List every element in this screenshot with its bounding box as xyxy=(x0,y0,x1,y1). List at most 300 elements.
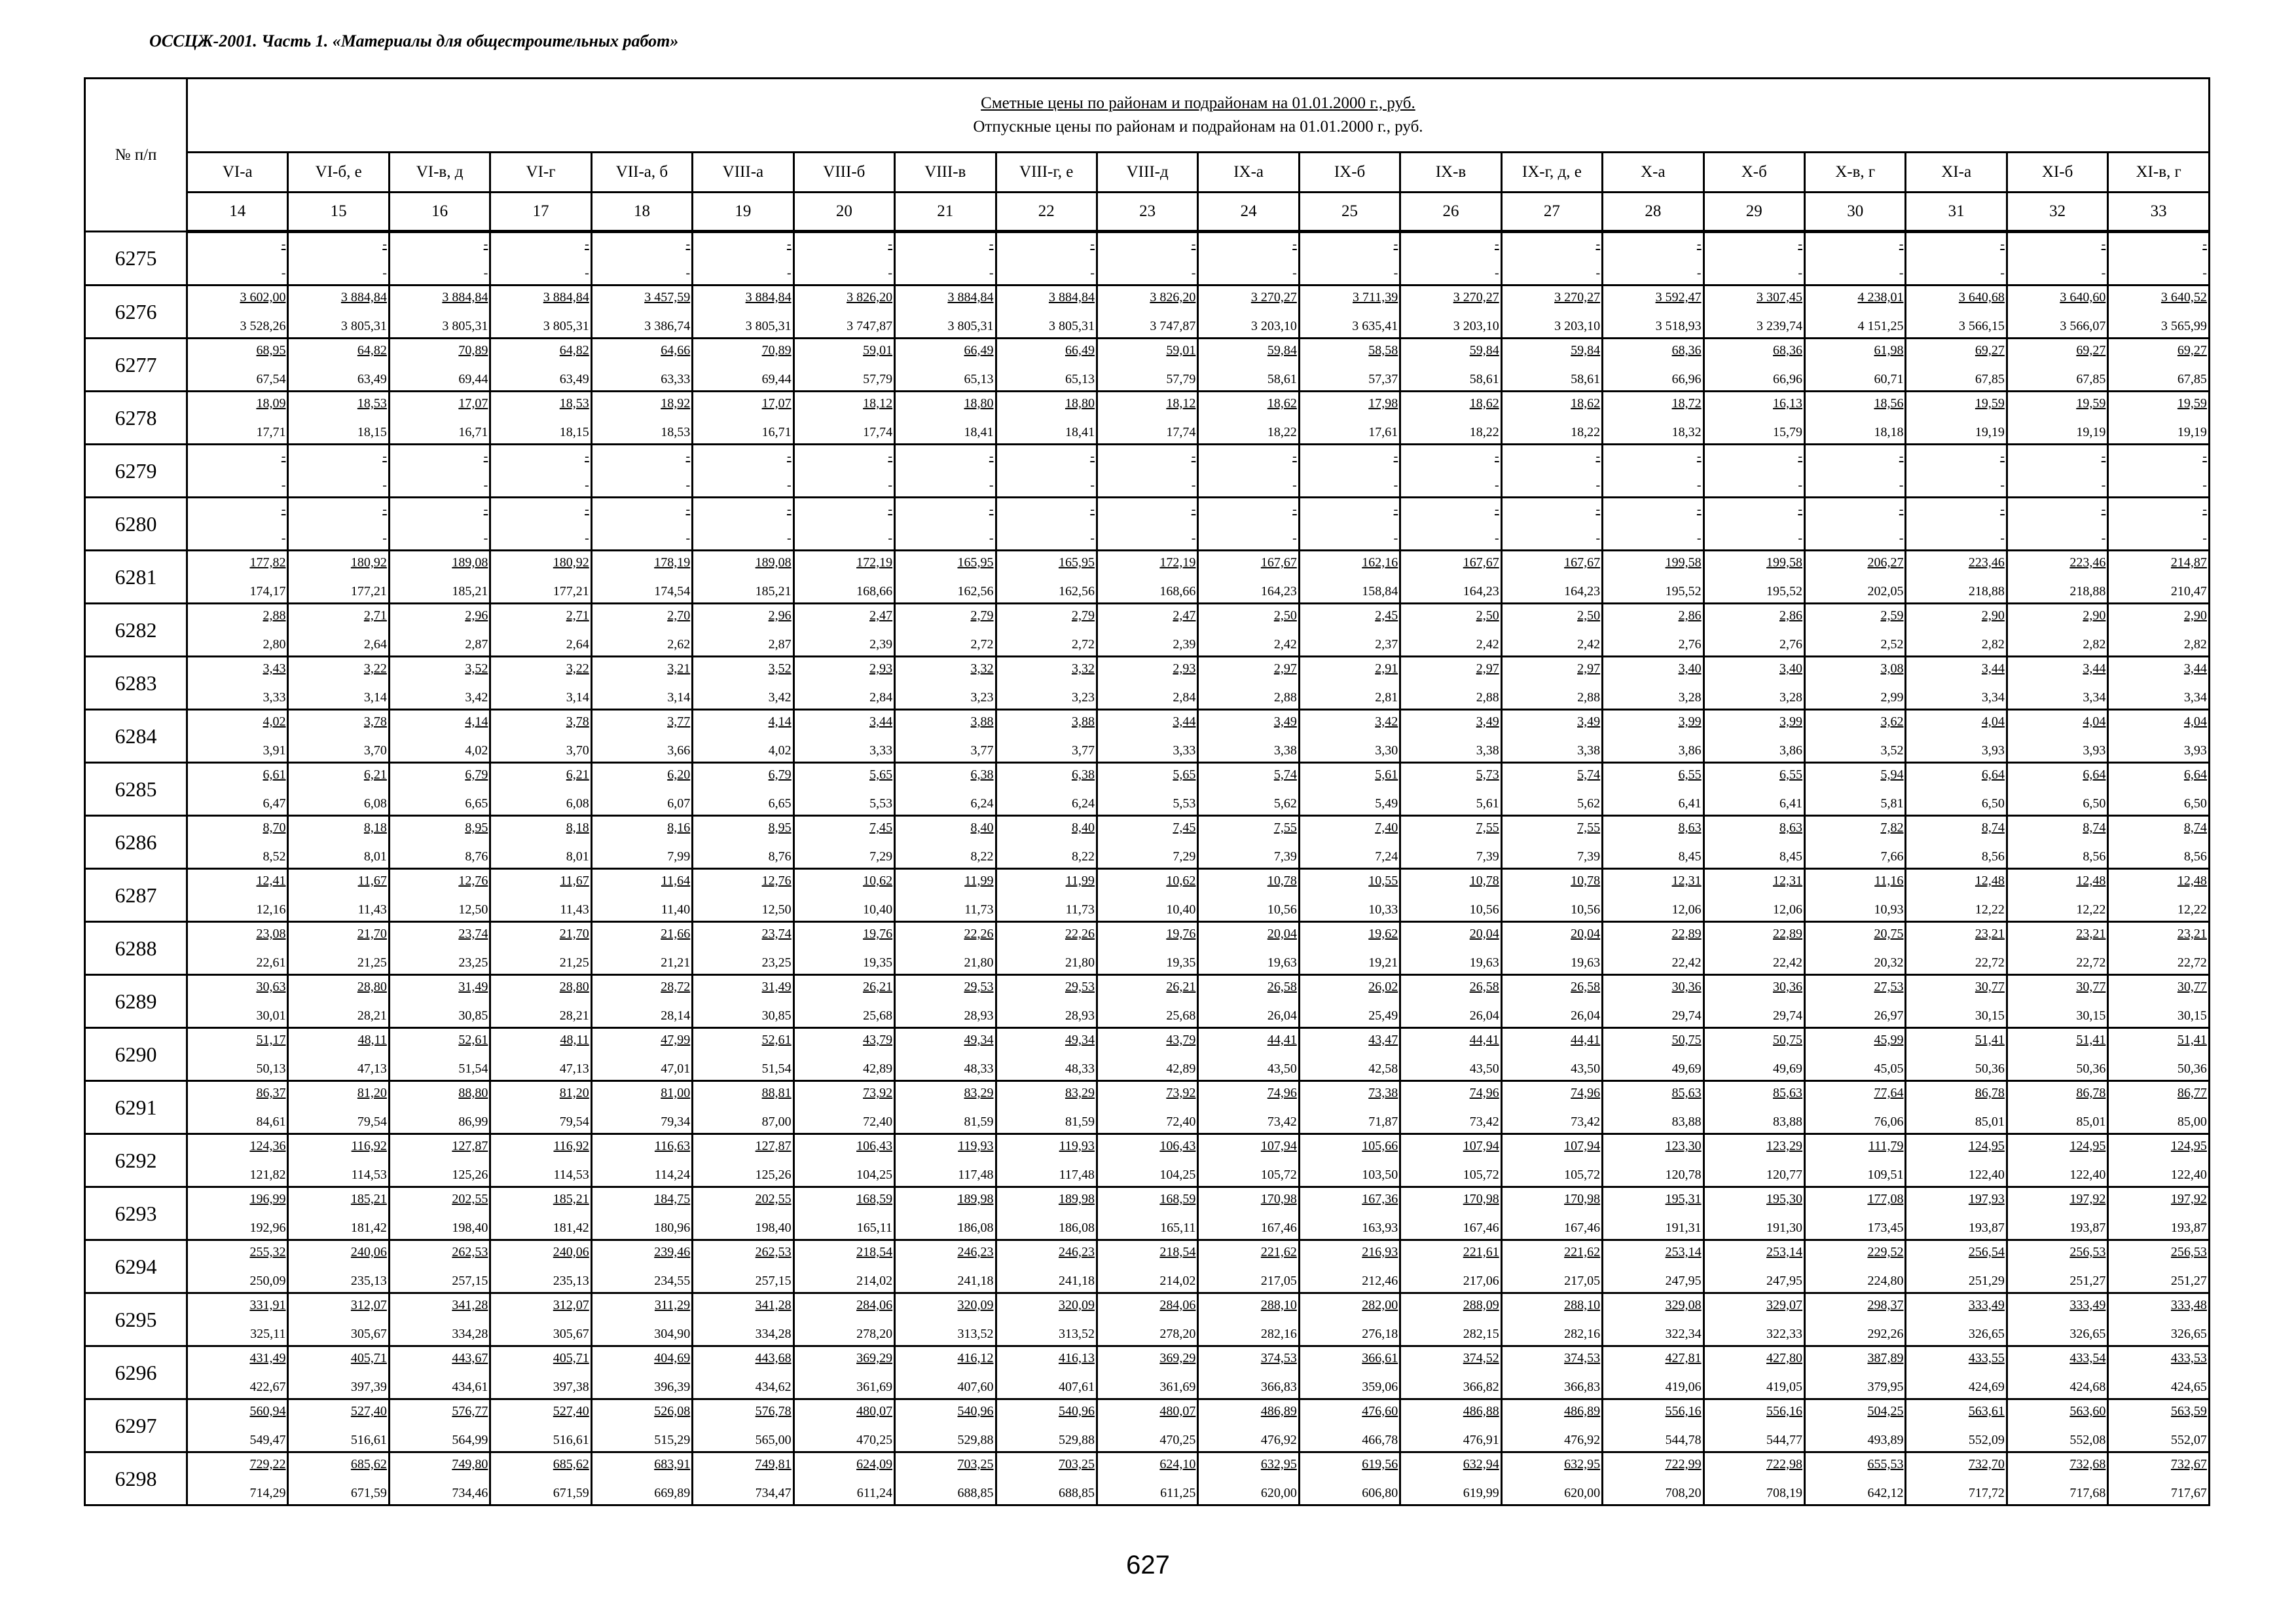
wholesale-price: 50,13 xyxy=(256,1061,286,1076)
estimated-price: 246,23 xyxy=(957,1245,994,1259)
price-cell xyxy=(793,975,894,1028)
table-row xyxy=(85,657,2210,710)
wholesale-price: 3,93 xyxy=(1981,743,2005,758)
price-cell xyxy=(793,1399,894,1452)
price-cell xyxy=(895,869,996,922)
price-cell xyxy=(591,1240,692,1293)
table-row xyxy=(85,1346,2210,1399)
wholesale-price: 305,67 xyxy=(553,1327,589,1341)
estimated-price: 22,89 xyxy=(1773,927,1802,941)
estimated-price: 85,63 xyxy=(1671,1086,1702,1100)
price-cell xyxy=(1704,604,1804,657)
price-cell xyxy=(996,710,1097,763)
price-cell xyxy=(187,339,288,392)
price-cell xyxy=(2007,286,2107,339)
estimated-price: 2,50 xyxy=(1577,608,1601,623)
wholesale-price: 3,23 xyxy=(1071,690,1095,705)
wholesale-price: 3,70 xyxy=(566,743,589,758)
estimated-price: 480,07 xyxy=(856,1404,893,1418)
price-cell xyxy=(1704,286,1804,339)
price-cell xyxy=(591,1399,692,1452)
estimated-price: 195,31 xyxy=(1665,1192,1702,1206)
price-cell xyxy=(1501,551,1602,604)
price-cell xyxy=(1906,498,2007,551)
price-cell xyxy=(1400,232,1501,286)
price-cell xyxy=(895,657,996,710)
price-cell xyxy=(895,286,996,339)
wholesale-price: 10,40 xyxy=(863,902,893,917)
estimated-price: 7,40 xyxy=(1375,821,1398,835)
estimated-price: 195,30 xyxy=(1766,1192,1802,1206)
price-cell xyxy=(288,1028,389,1081)
price-cell xyxy=(1603,445,1704,498)
estimated-price: 8,63 xyxy=(1678,821,1702,835)
wholesale-price: 19,63 xyxy=(1571,955,1601,970)
wholesale-price: - xyxy=(888,478,893,492)
wholesale-price: 2,80 xyxy=(263,637,286,652)
wholesale-price: 3 239,74 xyxy=(1757,319,1802,333)
estimated-price: 5,61 xyxy=(1375,767,1398,782)
wholesale-price: 493,89 xyxy=(1867,1433,1904,1447)
price-cell xyxy=(693,816,793,869)
price-cell xyxy=(1400,445,1501,498)
price-cell xyxy=(895,1399,996,1452)
price-cell xyxy=(1198,339,1299,392)
price-cell xyxy=(1906,763,2007,816)
estimated-price: - xyxy=(2101,237,2106,251)
estimated-price: - xyxy=(2202,449,2207,464)
wholesale-price: 3 203,10 xyxy=(1554,319,1601,333)
wholesale-price: - xyxy=(888,531,893,545)
column-number: 29 xyxy=(1704,193,1804,232)
wholesale-price: 30,85 xyxy=(458,1008,488,1023)
price-cell xyxy=(187,498,288,551)
estimated-price: 66,49 xyxy=(1065,343,1095,358)
wholesale-price: 42,58 xyxy=(1368,1061,1398,1076)
wholesale-price: 552,09 xyxy=(1968,1433,2005,1447)
estimated-price: - xyxy=(1495,449,1499,464)
estimated-price: 23,21 xyxy=(1975,927,2005,941)
price-cell xyxy=(1097,869,1197,922)
district-header: X-a xyxy=(1603,153,1704,193)
wholesale-price: 10,93 xyxy=(1874,902,1904,917)
price-cell xyxy=(793,1293,894,1346)
estimated-price: 68,36 xyxy=(1671,343,1702,358)
estimated-price: 8,18 xyxy=(363,821,387,835)
estimated-price: 624,09 xyxy=(856,1457,893,1471)
wholesale-price: 5,62 xyxy=(1273,796,1297,811)
estimated-price: 86,78 xyxy=(1975,1086,2005,1100)
estimated-price: 685,62 xyxy=(553,1457,589,1471)
price-cell xyxy=(187,657,288,710)
estimated-price: - xyxy=(685,449,691,464)
wholesale-price: 10,33 xyxy=(1368,902,1398,917)
estimated-price: 167,36 xyxy=(1362,1192,1398,1206)
estimated-price: 3,40 xyxy=(1779,661,1802,676)
wholesale-price: 42,89 xyxy=(863,1061,893,1076)
price-cell xyxy=(1501,657,1602,710)
wholesale-price: 642,12 xyxy=(1867,1486,1904,1500)
row-number: 6286 xyxy=(85,816,187,869)
price-cell xyxy=(693,922,793,975)
wholesale-price: 186,08 xyxy=(1058,1221,1095,1235)
wholesale-price: 2,87 xyxy=(768,637,792,652)
price-cell xyxy=(1704,869,1804,922)
wholesale-price: 276,18 xyxy=(1362,1327,1398,1341)
wholesale-price: 671,59 xyxy=(553,1486,589,1500)
estimated-price: 12,76 xyxy=(458,874,488,888)
estimated-price: 18,80 xyxy=(964,396,994,411)
table-row xyxy=(85,1293,2210,1346)
wholesale-price: 564,99 xyxy=(452,1433,488,1447)
wholesale-price: 407,61 xyxy=(1058,1380,1095,1394)
wholesale-price: 10,56 xyxy=(1469,902,1499,917)
wholesale-price: 2,88 xyxy=(1273,690,1297,705)
price-cell xyxy=(389,710,490,763)
wholesale-price: - xyxy=(1696,266,1702,280)
wholesale-price: 168,66 xyxy=(856,584,893,599)
price-cell xyxy=(187,1028,288,1081)
price-cell xyxy=(2007,1399,2107,1452)
estimated-price: 44,41 xyxy=(1267,1033,1297,1047)
price-cell xyxy=(996,232,1097,286)
price-cell xyxy=(288,1293,389,1346)
estimated-price: 77,64 xyxy=(1874,1086,1904,1100)
estimated-price: 30,77 xyxy=(1975,980,2005,994)
price-cell xyxy=(187,445,288,498)
estimated-price: 480,07 xyxy=(1159,1404,1196,1418)
wholesale-price: 326,65 xyxy=(2170,1327,2207,1341)
price-cell xyxy=(693,339,793,392)
estimated-price: 17,07 xyxy=(458,396,488,411)
estimated-price: 632,94 xyxy=(1463,1457,1499,1471)
wholesale-price: 3,38 xyxy=(1476,743,1499,758)
wholesale-price: 18,15 xyxy=(357,425,387,439)
wholesale-price: 6,24 xyxy=(970,796,994,811)
wholesale-price: - xyxy=(1191,531,1196,545)
estimated-price: 8,95 xyxy=(465,821,488,835)
price-cell xyxy=(1400,1240,1501,1293)
price-cell xyxy=(187,1134,288,1187)
estimated-price: 2,59 xyxy=(1880,608,1904,623)
price-cell xyxy=(288,975,389,1028)
wholesale-price: 18,41 xyxy=(964,425,994,439)
estimated-price: 189,98 xyxy=(1058,1192,1095,1206)
estimated-price: 221,61 xyxy=(1463,1245,1499,1259)
wholesale-price: - xyxy=(2101,531,2106,545)
estimated-price: 5,73 xyxy=(1476,767,1499,782)
estimated-price: 3,52 xyxy=(768,661,792,676)
price-cell xyxy=(1198,763,1299,816)
price-cell xyxy=(1704,763,1804,816)
wholesale-price: 63,49 xyxy=(357,372,387,386)
estimated-price: 167,67 xyxy=(1260,555,1297,570)
estimated-price: - xyxy=(1090,237,1095,251)
wholesale-price: - xyxy=(483,531,488,545)
estimated-price: 476,60 xyxy=(1362,1404,1398,1418)
estimated-price: 22,89 xyxy=(1671,927,1702,941)
estimated-price: 3,40 xyxy=(1678,661,1702,676)
estimated-price: 23,21 xyxy=(2076,927,2106,941)
column-number: 25 xyxy=(1299,193,1400,232)
wholesale-price: - xyxy=(585,478,589,492)
price-cell xyxy=(996,1081,1097,1134)
estimated-price: 282,00 xyxy=(1362,1298,1398,1312)
wholesale-price: 195,52 xyxy=(1665,584,1702,599)
wholesale-price: 180,96 xyxy=(654,1221,691,1235)
wholesale-price: 3 805,31 xyxy=(340,319,387,333)
wholesale-price: 3 805,31 xyxy=(1048,319,1095,333)
wholesale-price: 544,78 xyxy=(1665,1433,1702,1447)
estimated-price: - xyxy=(2000,449,2005,464)
price-cell xyxy=(1704,1346,1804,1399)
wholesale-price: 26,04 xyxy=(1267,1008,1297,1023)
price-cell xyxy=(389,392,490,445)
price-cell xyxy=(2007,1346,2107,1399)
title-line-estimated: Сметные цены по районам и подрайонам на 01.01.2000 г., руб. xyxy=(981,94,1415,112)
estimated-price: 64,82 xyxy=(357,343,387,358)
estimated-price: 540,96 xyxy=(957,1404,994,1418)
wholesale-price: 2,88 xyxy=(1577,690,1601,705)
wholesale-price: 3,52 xyxy=(1880,743,1904,758)
price-cell xyxy=(1198,1240,1299,1293)
price-cell xyxy=(1603,869,1704,922)
estimated-price: 223,46 xyxy=(2069,555,2106,570)
price-cell xyxy=(1704,551,1804,604)
estimated-price: - xyxy=(1595,237,1601,251)
estimated-price: 8,95 xyxy=(768,821,792,835)
estimated-price: - xyxy=(1191,502,1196,517)
price-cell xyxy=(1906,1452,2007,1505)
price-cell xyxy=(288,604,389,657)
estimated-price: 405,71 xyxy=(553,1351,589,1365)
wholesale-price: 3 566,07 xyxy=(2060,319,2106,333)
wholesale-price: 214,02 xyxy=(1159,1274,1196,1288)
estimated-price: 23,08 xyxy=(256,927,286,941)
wholesale-price: 168,66 xyxy=(1159,584,1196,599)
estimated-price: - xyxy=(1191,449,1196,464)
estimated-price: 341,28 xyxy=(452,1298,488,1312)
wholesale-price: 125,26 xyxy=(452,1168,488,1182)
price-cell xyxy=(1097,232,1197,286)
wholesale-price: 424,69 xyxy=(1968,1380,2005,1394)
price-cell xyxy=(1603,286,1704,339)
price-cell xyxy=(693,604,793,657)
price-cell xyxy=(895,922,996,975)
row-number: 6282 xyxy=(85,604,187,657)
price-cell xyxy=(1906,339,2007,392)
price-cell xyxy=(1299,657,1400,710)
estimated-price: 8,74 xyxy=(2183,821,2207,835)
price-cell xyxy=(693,1081,793,1134)
wholesale-price: 192,96 xyxy=(249,1221,286,1235)
price-cell xyxy=(389,657,490,710)
wholesale-price: 11,40 xyxy=(661,902,691,917)
column-number: 19 xyxy=(693,193,793,232)
estimated-price: 563,60 xyxy=(2069,1404,2106,1418)
price-cell xyxy=(288,445,389,498)
price-cell xyxy=(1400,763,1501,816)
estimated-price: - xyxy=(1292,502,1297,517)
estimated-price: 7,45 xyxy=(869,821,893,835)
wholesale-price: 3,14 xyxy=(566,690,589,705)
price-cell xyxy=(591,286,692,339)
price-cell xyxy=(1501,1187,1602,1240)
wholesale-price: 3,42 xyxy=(768,690,792,705)
price-cell xyxy=(1400,1028,1501,1081)
wholesale-price: 19,35 xyxy=(863,955,893,970)
wholesale-price: 366,83 xyxy=(1260,1380,1297,1394)
wholesale-price: 2,39 xyxy=(869,637,893,652)
district-header: X-б xyxy=(1704,153,1804,193)
estimated-price: 21,70 xyxy=(559,927,589,941)
wholesale-price: - xyxy=(2101,478,2106,492)
price-cell xyxy=(793,869,894,922)
wholesale-price: 191,30 xyxy=(1766,1221,1802,1235)
district-header: IX-г, д, е xyxy=(1501,153,1602,193)
wholesale-price: 476,92 xyxy=(1260,1433,1297,1447)
estimated-price: - xyxy=(281,449,286,464)
price-cell xyxy=(389,1028,490,1081)
estimated-price: 127,87 xyxy=(452,1139,488,1153)
wholesale-price: 3,30 xyxy=(1375,743,1398,758)
price-cell xyxy=(1805,339,1906,392)
price-cell xyxy=(1198,498,1299,551)
estimated-price: 162,16 xyxy=(1362,555,1398,570)
price-cell xyxy=(1097,551,1197,604)
wholesale-price: 611,25 xyxy=(1160,1486,1196,1500)
wholesale-price: - xyxy=(1899,266,1904,280)
estimated-price: 19,59 xyxy=(1975,396,2005,411)
wholesale-price: 218,88 xyxy=(2069,584,2106,599)
estimated-price: 51,17 xyxy=(256,1033,286,1047)
wholesale-price: 81,59 xyxy=(1065,1115,1095,1129)
estimated-price: 18,62 xyxy=(1571,396,1601,411)
wholesale-price: 620,00 xyxy=(1260,1486,1297,1500)
row-number: 6292 xyxy=(85,1134,187,1187)
price-cell xyxy=(1906,1293,2007,1346)
wholesale-price: 86,99 xyxy=(458,1115,488,1129)
wholesale-price: 43,50 xyxy=(1469,1061,1499,1076)
estimated-price: - xyxy=(1696,237,1702,251)
estimated-price: 5,74 xyxy=(1273,767,1297,782)
estimated-price: 30,63 xyxy=(256,980,286,994)
estimated-price: 106,43 xyxy=(856,1139,893,1153)
price-cell xyxy=(2108,1081,2210,1134)
price-cell xyxy=(490,816,591,869)
estimated-price: 107,94 xyxy=(1260,1139,1297,1153)
price-cell xyxy=(793,922,894,975)
wholesale-price: 2,99 xyxy=(1880,690,1904,705)
wholesale-price: 28,93 xyxy=(1065,1008,1095,1023)
wholesale-price: 26,04 xyxy=(1469,1008,1499,1023)
table-row xyxy=(85,339,2210,392)
wholesale-price: 103,50 xyxy=(1362,1168,1398,1182)
estimated-price: 387,89 xyxy=(1867,1351,1904,1365)
column-number: 21 xyxy=(895,193,996,232)
price-cell xyxy=(1501,339,1602,392)
price-cell xyxy=(1501,1346,1602,1399)
wholesale-price: 30,15 xyxy=(2076,1008,2106,1023)
estimated-price: 189,08 xyxy=(452,555,488,570)
estimated-price: 722,99 xyxy=(1665,1457,1702,1471)
estimated-price: 12,48 xyxy=(2076,874,2106,888)
row-number: 6289 xyxy=(85,975,187,1028)
estimated-price: 369,29 xyxy=(1159,1351,1196,1365)
estimated-price: 26,02 xyxy=(1368,980,1398,994)
price-cell xyxy=(2108,1028,2210,1081)
estimated-price: 48,11 xyxy=(357,1033,387,1047)
wholesale-price: 66,96 xyxy=(1773,372,1802,386)
price-cell xyxy=(1299,1240,1400,1293)
estimated-price: - xyxy=(382,237,387,251)
price-cell xyxy=(895,1240,996,1293)
estimated-price: 7,55 xyxy=(1273,821,1297,835)
price-cell xyxy=(895,975,996,1028)
estimated-price: 26,58 xyxy=(1267,980,1297,994)
price-cell xyxy=(1906,975,2007,1028)
wholesale-price: 12,06 xyxy=(1671,902,1702,917)
price-cell xyxy=(1603,763,1704,816)
estimated-price: - xyxy=(1292,449,1297,464)
wholesale-price: - xyxy=(1495,266,1499,280)
wholesale-price: 251,27 xyxy=(2069,1274,2106,1288)
estimated-price: - xyxy=(1798,449,1802,464)
price-cell xyxy=(2108,1293,2210,1346)
wholesale-price: 85,01 xyxy=(2076,1115,2106,1129)
price-cell xyxy=(187,286,288,339)
price-cell xyxy=(1198,286,1299,339)
price-cell xyxy=(1704,232,1804,286)
wholesale-price: 21,80 xyxy=(1065,955,1095,970)
estimated-price: 262,53 xyxy=(755,1245,792,1259)
price-cell xyxy=(793,604,894,657)
estimated-price: 107,94 xyxy=(1463,1139,1499,1153)
estimated-price: 11,99 xyxy=(964,874,994,888)
price-cell xyxy=(693,232,793,286)
price-cell xyxy=(1198,710,1299,763)
col-number-header: № п/п xyxy=(85,79,187,232)
wholesale-price: 717,67 xyxy=(2170,1486,2207,1500)
price-cell xyxy=(187,922,288,975)
wholesale-price: - xyxy=(1495,531,1499,545)
wholesale-price: 3 747,87 xyxy=(847,319,893,333)
wholesale-price: - xyxy=(1292,531,1297,545)
estimated-price: 20,75 xyxy=(1874,927,1904,941)
wholesale-price: 198,40 xyxy=(755,1221,792,1235)
price-cell xyxy=(490,1081,591,1134)
wholesale-price: 234,55 xyxy=(654,1274,691,1288)
estimated-price: 2,93 xyxy=(869,661,893,676)
wholesale-price: 167,46 xyxy=(1564,1221,1601,1235)
price-cell xyxy=(591,922,692,975)
wholesale-price: 3 805,31 xyxy=(442,319,488,333)
estimated-price: 729,22 xyxy=(249,1457,286,1471)
price-cell xyxy=(1097,445,1197,498)
wholesale-price: 6,50 xyxy=(1981,796,2005,811)
price-cell xyxy=(1097,604,1197,657)
estimated-price: 3,32 xyxy=(970,661,994,676)
wholesale-price: 158,84 xyxy=(1362,584,1398,599)
wholesale-price: - xyxy=(2101,266,2106,280)
estimated-price: - xyxy=(989,237,994,251)
price-cell xyxy=(288,657,389,710)
wholesale-price: 8,01 xyxy=(363,849,387,864)
wholesale-price: 247,95 xyxy=(1665,1274,1702,1288)
estimated-price: 486,88 xyxy=(1463,1404,1499,1418)
price-cell xyxy=(591,392,692,445)
estimated-price: 6,55 xyxy=(1678,767,1702,782)
